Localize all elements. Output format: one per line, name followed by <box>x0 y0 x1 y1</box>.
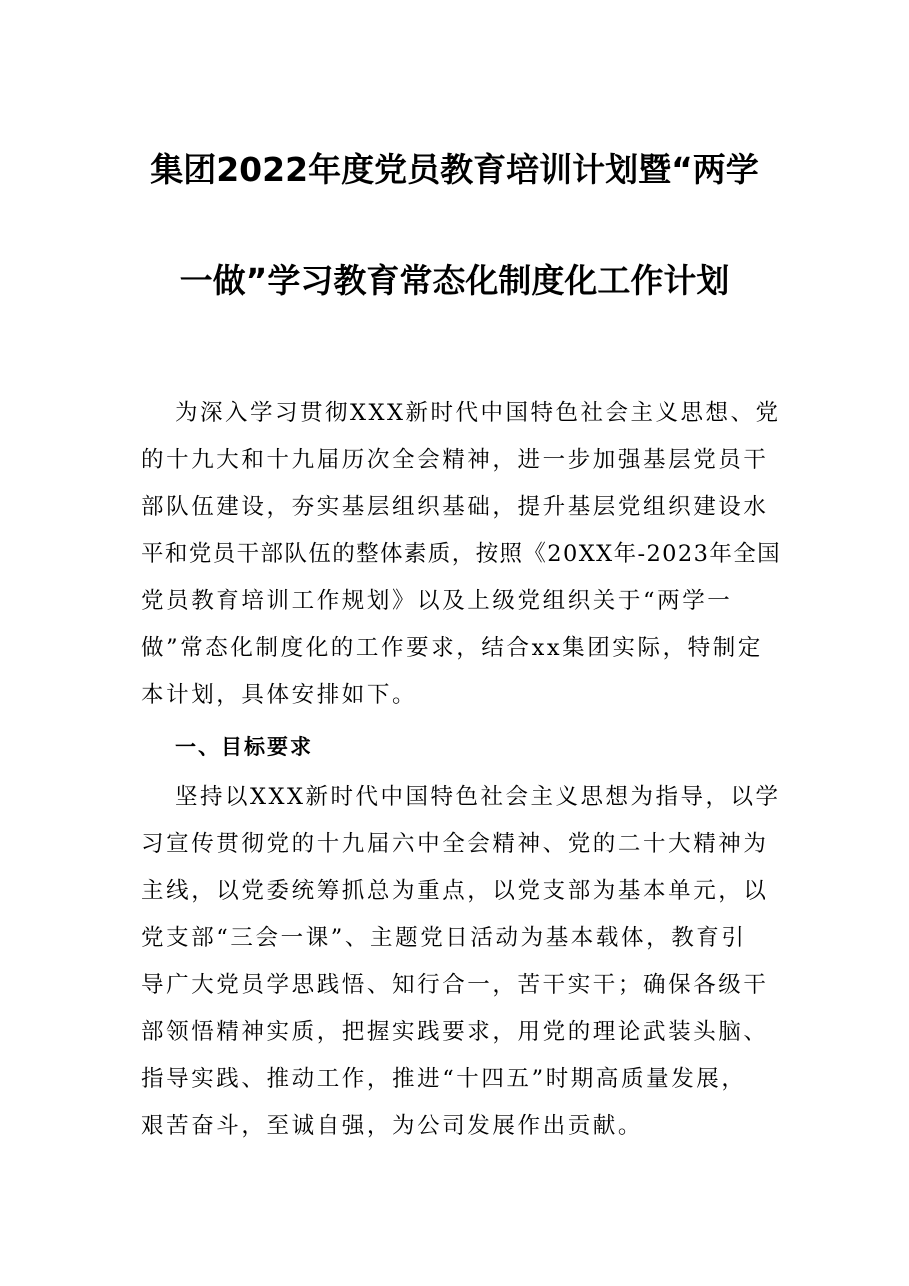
section-heading-goals: 一、目标要求 <box>175 735 313 759</box>
intro-paragraph <box>141 390 781 719</box>
intro-line: 部队伍建设，夯实基层组织基础，提升基层党组织建设水 <box>141 494 769 520</box>
goals-line: 主线，以党委统筹抓总为重点，以党支部为基本单元，以 <box>141 878 769 904</box>
goals-line: 习宣传贯彻党的十九届六中全会精神、党的二十大精神为 <box>141 831 769 857</box>
intro-line: 平和党员干部队伍的整体素质，按照《20XX年-2023年全国 <box>141 541 782 567</box>
intro-line: 做”常态化制度化的工作要求，结合xx集团实际，特制定 <box>141 635 763 661</box>
goals-line: 艰苦奋斗，至诚自强，为公司发展作出贡献。 <box>141 1113 644 1139</box>
intro-line: 的十九大和十九届历次全会精神，进一步加强基层党员干 <box>141 447 769 473</box>
intro-line: 党员教育培训工作规划》以及上级党组织关于“两学一 <box>141 588 733 614</box>
document-title-line-1: 集团2022年度党员教育培训计划暨“两学 <box>150 150 759 189</box>
goals-line: 党支部“三会一课”、主题党日活动为基本载体，教育引 <box>141 925 747 951</box>
goals-line: 部领悟精神实质，把握实践要求，用党的理论武装头脑、 <box>141 1019 769 1045</box>
document-title-line-2: 一做”学习教育常态化制度化工作计划 <box>179 261 730 300</box>
intro-line: 为深入学习贯彻XXX新时代中国特色社会主义思想、党 <box>175 400 781 426</box>
goals-line: 坚持以XXX新时代中国特色社会主义思想为指导，以学 <box>175 784 781 810</box>
goals-paragraph <box>141 774 781 1150</box>
goals-line: 指导实践、推动工作，推进“十四五”时期高质量发展， <box>141 1066 747 1092</box>
intro-line: 本计划，具体安排如下。 <box>141 682 418 708</box>
goals-line: 导广大党员学思践悟、知行合一，苦干实干；确保各级干 <box>141 972 769 998</box>
